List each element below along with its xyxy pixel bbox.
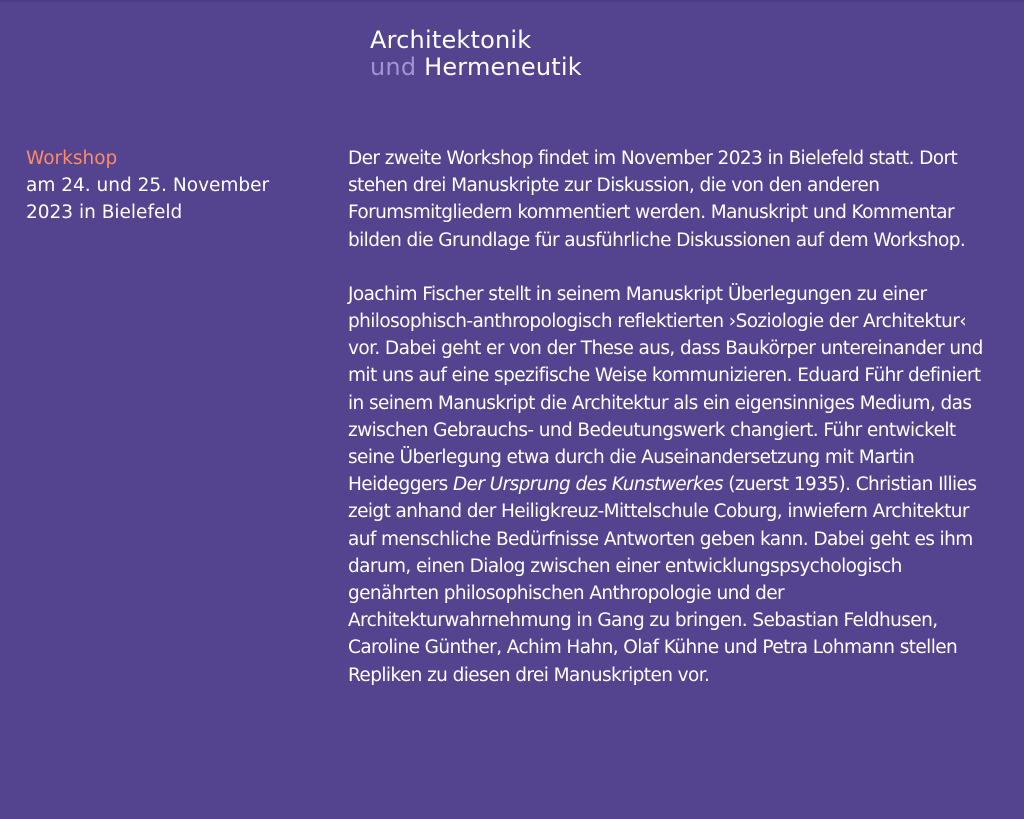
event-description (348, 145, 988, 716)
book-title: Der Ursprung des Kunstwerkes (452, 474, 723, 496)
paragraph-manuscripts (348, 281, 988, 689)
event-date-line-2: 2023 in Bielefeld (26, 202, 183, 223)
site-logo[interactable] (370, 27, 582, 81)
event-sidebar (26, 145, 326, 226)
event-date-line-1: am 24. und 25. November (26, 175, 270, 196)
event-label: Workshop (26, 148, 118, 169)
paragraph-intro: Der zweite Workshop findet im November 2023 in Bielefeld statt. Dort stehen drei Manuskripte zur Diskussion, die von den anderen Forumsmitgliedern kommentiert werden. Manuskript und Kommentar bilden die Grundlage für ausführliche Diskussionen auf dem Workshop. (348, 148, 966, 251)
logo-line-1: Architektonik (370, 26, 532, 54)
logo-und: und (370, 53, 417, 81)
paragraph-manuscripts-part-2: (zuerst 1935). Christian Illies zeigt anhand der Heiligkreuz-Mittelschule Coburg, inwiefern Architektur auf menschliche Bedürfnisse Antworten geben kann. Dabei geht es ihm darum, einen Dialog zwischen einer entwicklungspsychologisch genährten philosophischen Anthropologie und der Architekturwahrnehmung in Gang zu bringen. Sebastian Feldhusen, Caroline Günther, Achim Hahn, Olaf Kühne und Petra Lohmann stellen Repliken zu diesen drei Manuskripten vor. (348, 474, 977, 686)
paragraph-manuscripts-part-1: Joachim Fischer stellt in seinem Manuskript Überlegungen zu einer philosophisch-anthropologisch reflektierten ›Soziologie der Architektur‹ vor. Dabei geht er von der These aus, dass Baukörper untereinander und mit uns auf eine spezifische Weise kommunizieren. Eduard Führ definiert in seinem Manuskript die Architektur als ein eigensinniges Medium, das zwischen Gebrauchs- und Bedeutungswerk changiert. Führ entwickelt seine Überlegung etwa durch die Auseinandersetzung mit Martin Heideggers (348, 283, 983, 496)
logo-line-2 (370, 54, 582, 81)
logo-hermeneutik: Hermeneutik (416, 53, 582, 81)
top-border (0, 0, 1024, 2)
